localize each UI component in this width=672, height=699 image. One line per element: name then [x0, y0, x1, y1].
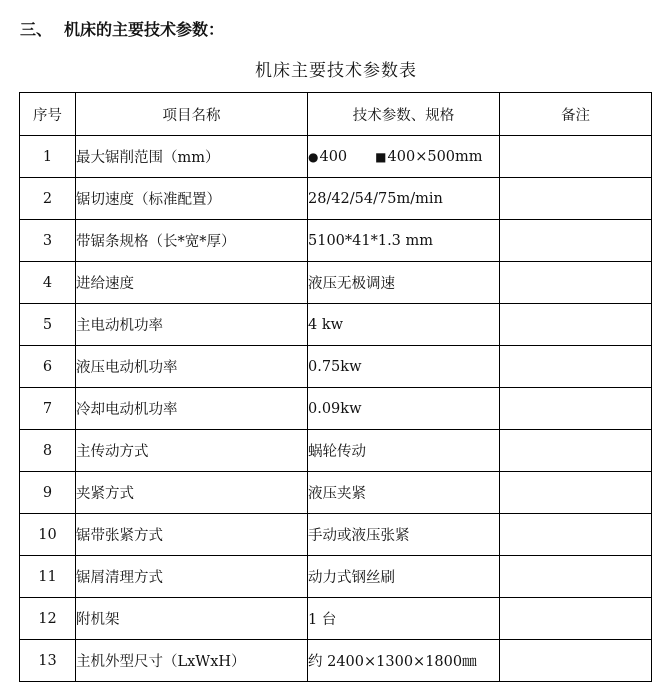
row-note	[500, 430, 652, 472]
row-number: 13	[20, 640, 76, 682]
row-param	[308, 136, 500, 178]
row-note	[500, 178, 652, 220]
header-param: 技术参数、规格	[308, 93, 500, 136]
row-number: 5	[20, 304, 76, 346]
table-row	[20, 262, 652, 304]
table-row	[20, 514, 652, 556]
spec-table	[19, 92, 652, 682]
row-param: 28/42/54/75m/min	[308, 178, 500, 220]
row-note	[500, 556, 652, 598]
row-item: 冷却电动机功率	[76, 388, 308, 430]
row-number: 9	[20, 472, 76, 514]
row-item: 夹紧方式	[76, 472, 308, 514]
row-param: 4 kw	[308, 304, 500, 346]
row-param: 0.09kw	[308, 388, 500, 430]
table-caption: 机床主要技术参数表	[255, 61, 417, 81]
row-item: 锯屑清理方式	[76, 556, 308, 598]
row-param: 0.75kw	[308, 346, 500, 388]
row-number: 7	[20, 388, 76, 430]
header-no: 序号	[20, 93, 76, 136]
table-row	[20, 136, 652, 178]
section-title: 机床的主要技术参数：	[64, 20, 225, 39]
table-row	[20, 472, 652, 514]
row-item: 附机架	[76, 598, 308, 640]
row-item: 主机外型尺寸（LxWxH）	[76, 640, 308, 682]
row-number: 12	[20, 598, 76, 640]
row-note	[500, 472, 652, 514]
table-row	[20, 220, 652, 262]
row-param: 蜗轮传动	[308, 430, 500, 472]
row-note	[500, 514, 652, 556]
row-note	[500, 220, 652, 262]
table-row	[20, 640, 652, 682]
row-param: 手动或液压张紧	[308, 514, 500, 556]
row-note	[500, 346, 652, 388]
row-item: 主传动方式	[76, 430, 308, 472]
table-row	[20, 556, 652, 598]
row-param: 动力式钢丝刷	[308, 556, 500, 598]
row-item: 进给速度	[76, 262, 308, 304]
header-note: 备注	[500, 93, 652, 136]
row-note	[500, 640, 652, 682]
row-number: 3	[20, 220, 76, 262]
row-param: 约 2400×1300×1800㎜	[308, 640, 500, 682]
row-item: 锯带张紧方式	[76, 514, 308, 556]
square-section-icon: ■	[375, 149, 387, 164]
row-item: 液压电动机功率	[76, 346, 308, 388]
row-note	[500, 598, 652, 640]
table-row	[20, 430, 652, 472]
table-row	[20, 346, 652, 388]
row-number: 4	[20, 262, 76, 304]
row-number: 11	[20, 556, 76, 598]
row-note	[500, 304, 652, 346]
row-item: 锯切速度（标准配置）	[76, 178, 308, 220]
row-item: 最大锯削范围（mm）	[76, 136, 308, 178]
row-item: 带锯条规格（长*宽*厚）	[76, 220, 308, 262]
table-row	[20, 178, 652, 220]
row-number: 1	[20, 136, 76, 178]
row-item: 主电动机功率	[76, 304, 308, 346]
section-heading	[20, 18, 224, 42]
table-row	[20, 304, 652, 346]
section-number: 三、	[20, 20, 53, 39]
row-param: 1 台	[308, 598, 500, 640]
row-param: 液压无极调速	[308, 262, 500, 304]
row-number: 8	[20, 430, 76, 472]
round-section-value: 400	[319, 148, 348, 165]
row-param: 5100*41*1.3 mm	[308, 220, 500, 262]
round-section-icon: ●	[308, 149, 319, 164]
square-section-value: 400×500mm	[387, 148, 483, 165]
row-number: 10	[20, 514, 76, 556]
table-row	[20, 598, 652, 640]
table-row	[20, 388, 652, 430]
row-number: 2	[20, 178, 76, 220]
table-header-row	[20, 93, 652, 136]
row-note	[500, 136, 652, 178]
row-param: 液压夹紧	[308, 472, 500, 514]
row-note	[500, 262, 652, 304]
header-item: 项目名称	[76, 93, 308, 136]
row-note	[500, 388, 652, 430]
row-number: 6	[20, 346, 76, 388]
